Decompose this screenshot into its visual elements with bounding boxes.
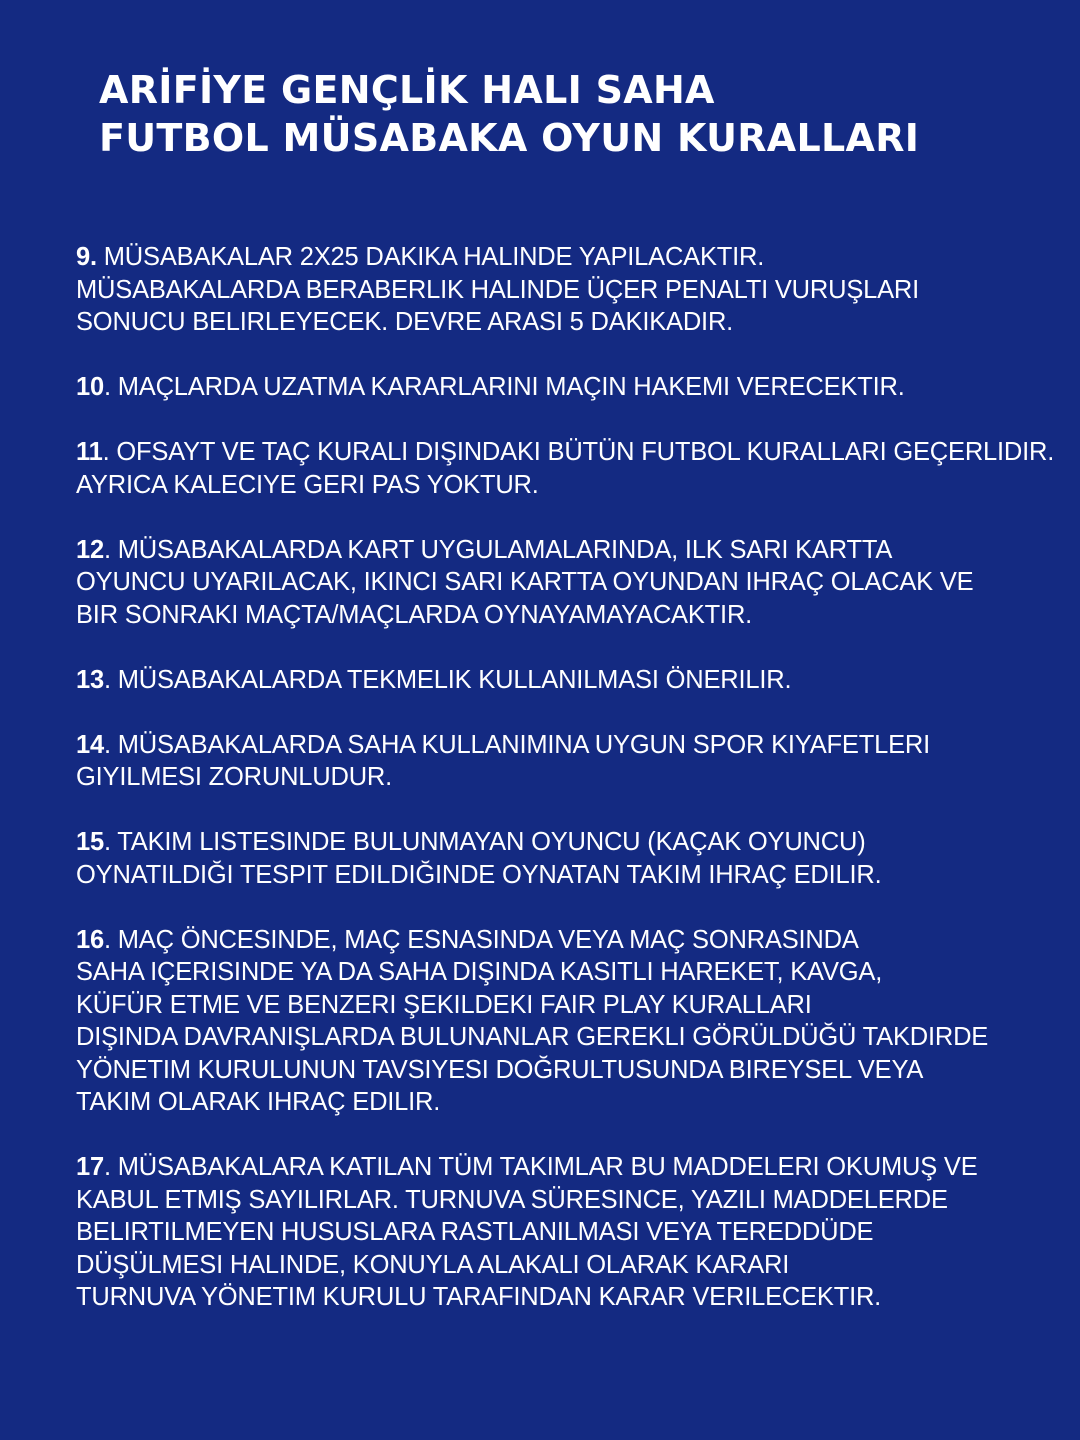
rule-line — [76, 566, 1066, 599]
rule-text: SAHA IÇERISINDE YA DA SAHA DIŞINDA KASITLI HAREKET, KAVGA, — [76, 958, 883, 986]
rule-line — [76, 956, 1066, 989]
rule-item — [76, 729, 1066, 794]
rule-text: . MÜSABAKALARDA KART UYGULAMALARINDA, ILK SARI KARTTA — [103, 535, 893, 564]
rule-item — [76, 436, 1066, 501]
rule-number: 13 — [76, 665, 104, 694]
rule-text: MÜSABAKALAR 2X25 DAKIKA HALINDE YAPILACAKTIR. — [96, 243, 765, 271]
rule-line — [76, 469, 1066, 502]
rule-item — [76, 664, 1066, 697]
rule-text: . MÜSABAKALARA KATILAN TÜM TAKIMLAR BU MADDELERI OKUMUŞ VE — [103, 1153, 978, 1181]
rule-line — [76, 274, 1066, 307]
rule-line — [76, 1021, 1066, 1054]
rule-text: . TAKIM LISTESINDE BULUNMAYAN OYUNCU (KAÇAK OYUNCU) — [103, 828, 866, 856]
rule-line — [76, 826, 1066, 859]
rule-text: . MAÇ ÖNCESINDE, MAÇ ESNASINDA VEYA MAÇ SONRASINDA — [103, 925, 859, 954]
rule-line — [76, 1086, 1066, 1119]
rule-number: 16 — [76, 925, 104, 954]
rule-text: OYUNCU UYARILACAK, IKINCI SARI KARTTA OYUNDAN IHRAÇ OLACAK VE — [76, 568, 974, 596]
rule-item — [76, 826, 1066, 891]
poster-title — [99, 66, 919, 162]
rule-line — [76, 371, 1066, 404]
rules-list — [76, 241, 1066, 1346]
rule-line — [76, 306, 1066, 339]
title-line-2: FUTBOL MÜSABAKA OYUN KURALLARI — [99, 116, 920, 160]
rule-number: 14 — [76, 730, 104, 759]
rule-text: TURNUVA YÖNETIM KURULU TARAFINDAN KARAR VERILECEKTIR. — [76, 1283, 882, 1311]
title-line-1: ARİFİYE GENÇLİK HALI SAHA — [99, 68, 715, 112]
rule-line — [76, 436, 1066, 469]
rule-line — [76, 1281, 1066, 1314]
rule-line — [76, 761, 1066, 794]
rule-text: . OFSAYT VE TAÇ KURALI DIŞINDAKI BÜTÜN FUTBOL KURALLARI GEÇERLIDIR. — [102, 438, 1055, 466]
rule-number: 15 — [76, 828, 104, 856]
rule-item — [76, 924, 1066, 1119]
rule-text: YÖNETIM KURULUNUN TAVSIYESI DOĞRULTUSUNDA BIREYSEL VEYA — [76, 1055, 924, 1084]
rule-text: KABUL ETMIŞ SAYILIRLAR. TURNUVA SÜRESINCE, YAZILI MADDELERDE — [76, 1185, 948, 1214]
rule-line — [76, 1249, 1066, 1282]
rule-line — [76, 729, 1066, 762]
rule-number: 17 — [76, 1153, 104, 1181]
rule-text: GIYILMESI ZORUNLUDUR. — [76, 763, 393, 791]
rule-text: SONUCU BELIRLEYECEK. DEVRE ARASI 5 DAKIKADIR. — [76, 308, 734, 336]
rule-text: . MAÇLARDA UZATMA KARARLARINI MAÇIN HAKEMI VERECEKTIR. — [103, 373, 905, 401]
rule-number: 12 — [76, 535, 104, 564]
rule-text: AYRICA KALECIYE GERI PAS YOKTUR. — [76, 470, 539, 499]
rule-line — [76, 664, 1066, 697]
rule-text: OYNATILDIĞI TESPIT EDILDIĞINDE OYNATAN TAKIM IHRAÇ EDILIR. — [76, 860, 882, 889]
rule-text: . MÜSABAKALARDA SAHA KULLANIMINA UYGUN SPOR KIYAFETLERI — [103, 730, 930, 759]
rule-line — [76, 534, 1066, 567]
rule-line — [76, 1151, 1066, 1184]
rule-number: 10 — [76, 373, 104, 401]
rule-text: KÜFÜR ETME VE BENZERI ŞEKILDEKI FAIR PLAY KURALLARI — [76, 990, 812, 1019]
rule-line — [76, 924, 1066, 957]
rule-line — [76, 241, 1066, 274]
rule-number: 9. — [76, 243, 97, 271]
rule-text: DIŞINDA DAVRANIŞLARDA BULUNANLAR GEREKLI GÖRÜLDÜĞÜ TAKDIRDE — [76, 1023, 989, 1051]
rule-text: BIR SONRAKI MAÇTA/MAÇLARDA OYNAYAMAYACAKTIR. — [76, 600, 753, 629]
rule-text: BELIRTILMEYEN HUSUSLARA RASTLANILMASI VEYA TEREDDÜDE — [76, 1218, 874, 1246]
rule-number: 11 — [76, 438, 103, 466]
rule-text: . MÜSABAKALARDA TEKMELIK KULLANILMASI ÖNERILIR. — [103, 665, 792, 694]
rule-line — [76, 859, 1066, 892]
rule-text: DÜŞÜLMESI HALINDE, KONUYLA ALAKALI OLARAK KARARI — [76, 1250, 790, 1279]
rule-line — [76, 1184, 1066, 1217]
rule-text: MÜSABAKALARDA BERABERLIK HALINDE ÜÇER PENALTI VURUŞLARI — [76, 275, 920, 304]
rule-text: TAKIM OLARAK IHRAÇ EDILIR. — [76, 1088, 441, 1116]
rule-item — [76, 241, 1066, 339]
rule-line — [76, 1216, 1066, 1249]
rule-item — [76, 534, 1066, 632]
rule-line — [76, 1054, 1066, 1087]
rule-item — [76, 1151, 1066, 1314]
rule-item — [76, 371, 1066, 404]
rule-line — [76, 599, 1066, 632]
rule-line — [76, 989, 1066, 1022]
